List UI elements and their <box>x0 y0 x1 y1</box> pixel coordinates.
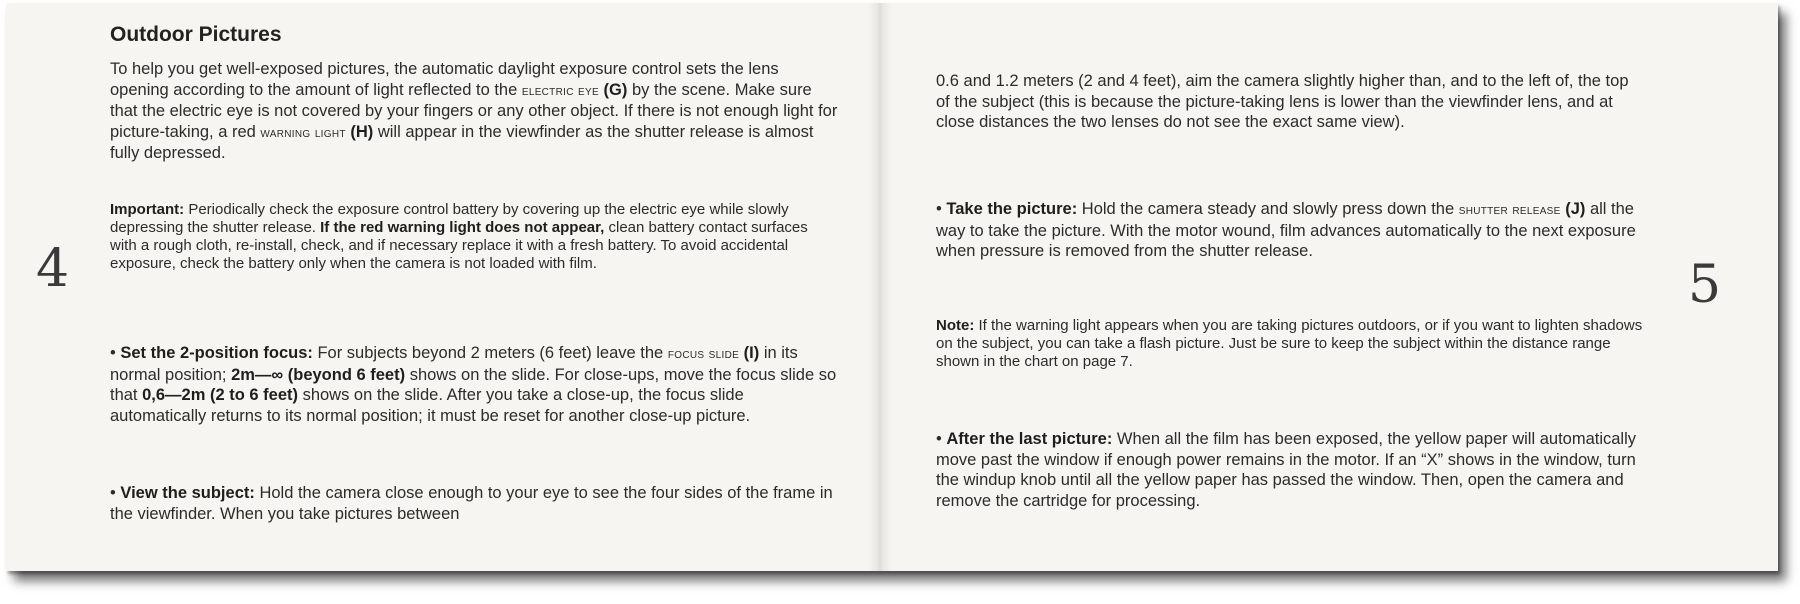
note-text: If the warning light appears when you are taking pictures outdoors, or if you want to lighten shadows on the subject, you can take a flash picture. Just be sure to keep the subject within the distance range shown in the chart on page 7. <box>936 317 1643 370</box>
intro-paragraph <box>110 59 840 164</box>
take-text-1: Hold the camera steady and slowly press down the <box>1077 200 1459 218</box>
bullet-icon: • <box>110 484 116 502</box>
view-label: View the subject: <box>120 484 255 502</box>
bullet-icon: • <box>936 200 942 218</box>
focus-slide-term: focus slide <box>667 346 740 362</box>
important-note <box>110 201 832 273</box>
focus-slide-ref: (I) <box>739 344 760 362</box>
shutter-release-ref: (J) <box>1560 200 1586 218</box>
intro-text-2: by the scene. Make sure that the electric eye is not covered by your fingers or any other object. If there is not enough light for picture-taking, a red <box>110 80 838 141</box>
focus-text-4: shows on the slide. After you take a close-up, the focus slide automatically returns to its normal position; it must be reset for another close-up picture. <box>110 386 751 425</box>
important-label: Important: <box>110 201 185 218</box>
focus-distance-near: 0,6—2m (2 to 6 feet) <box>142 386 298 404</box>
note-paragraph <box>936 317 1656 371</box>
left-page <box>6 3 872 571</box>
booklet-spread <box>6 3 1778 571</box>
focus-text-2: in its normal position; <box>110 344 798 384</box>
page-number-right: 5 <box>1688 255 1722 315</box>
intro-text-1: To help you get well-exposed pictures, the automatic daylight exposure control sets the lens opening according to the amount of light reflected to the <box>110 60 779 99</box>
warning-light-ref: (H) <box>345 122 374 141</box>
view-paragraph <box>110 483 840 524</box>
important-text-1: Periodically check the exposure control battery by covering up the electric eye while slowly depressing the shutter release. <box>110 201 789 236</box>
warning-light-term: warning light <box>260 124 346 141</box>
last-picture-paragraph <box>936 429 1656 511</box>
intro-text-3: will appear in the viewfinder as the shutter release is almost fully depressed. <box>110 122 814 162</box>
view-text: Hold the camera close enough to your eye to see the four sides of the frame in the viewfinder. When you take pictures between <box>110 484 833 523</box>
page-number-left: 4 <box>36 239 70 299</box>
bullet-icon: • <box>110 344 116 362</box>
note-label: Note: <box>936 317 975 334</box>
important-bold-text: If the red warning light does not appear, <box>320 219 605 236</box>
bullet-icon: • <box>936 430 942 448</box>
electric-eye-ref: (G) <box>598 80 628 99</box>
focus-distance-far: 2m—∞ (beyond 6 feet) <box>231 365 406 384</box>
focus-paragraph <box>110 343 840 426</box>
section-heading: Outdoor Pictures <box>110 23 282 46</box>
last-picture-text: When all the film has been exposed, the yellow paper will automatically move past the window if enough power remains in the motor. If an “X” shows in the window, turn the windup knob until all the yellow paper has passed the window. Then, open the camera and remove the cartridge for processing. <box>936 430 1637 510</box>
continued-paragraph: 0.6 and 1.2 meters (2 and 4 feet), aim the camera slightly higher than, and to the left of, the top of the subject (this is because the picture-taking lens is lower than the viewfinder lens, and at close distances the two lenses do not see the exact same view). <box>936 72 1629 131</box>
important-text-2: clean battery contact surfaces with a rough cloth, re-install, check, and if necessary replace it with a fresh battery. To avoid accidental exposure, check the battery only when the camera is not loaded with film. <box>110 219 808 272</box>
electric-eye-term: electric eye <box>521 82 599 99</box>
focus-label: Set the 2-position focus: <box>120 344 313 362</box>
focus-text-1: For subjects beyond 2 meters (6 feet) leave the <box>312 344 668 362</box>
shutter-release-term: shutter release <box>1458 202 1561 218</box>
take-paragraph <box>936 199 1636 262</box>
right-page <box>888 3 1778 571</box>
take-label: Take the picture: <box>946 200 1078 218</box>
last-picture-label: After the last picture: <box>946 430 1113 448</box>
focus-text-3: shows on the slide. For close-ups, move the focus slide so that <box>110 365 837 404</box>
take-text-2: all the way to take the picture. With the motor wound, film advances automatically to the next exposure when pressure is removed from the shutter release. <box>936 200 1636 260</box>
